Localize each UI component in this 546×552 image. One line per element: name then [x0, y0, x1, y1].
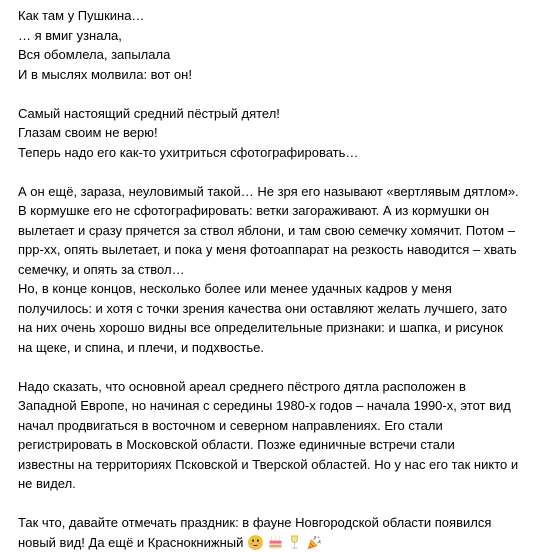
cake-icon: [268, 535, 283, 550]
text-line: на них очень хорошо видны все определительные признаки: и шапка, и рисунок: [18, 318, 542, 338]
text-line: на щеке, и спина, и плечи, и подхвостье.: [18, 338, 542, 358]
text-line: Вся обомлела, запылала: [18, 45, 542, 65]
paragraph-gap: [18, 357, 542, 377]
text-line: получилось: и хотя с точки зрения качества они оставляют желать лучшего, зато: [18, 299, 542, 319]
last-line: [18, 533, 542, 552]
text-line: Западной Европе, но начиная с середины 1980-х годов – начала 1990-х, этот вид: [18, 396, 542, 416]
champagne-glass-icon: [287, 535, 302, 550]
text-line: не видел.: [18, 474, 542, 494]
party-popper-icon: [307, 535, 322, 550]
last-line-text: новый вид! Да ещё и Краснокнижный: [18, 535, 243, 550]
text-line: Надо сказать, что основной ареал среднего пёстрого дятла расположен в: [18, 377, 542, 397]
text-line: И в мыслях молвила: вот он!: [18, 65, 542, 85]
text-line: Как там у Пушкина…: [18, 6, 542, 26]
text-line: известны на территориях Псковской и Тверской областей. Но у нас его так никто и: [18, 455, 542, 475]
text-line: семечку, и опять за ствол…: [18, 260, 542, 280]
text-line: А он ещё, зараза, неуловимый такой… Не зря его называют «вертлявым дятлом».: [18, 182, 542, 202]
text-line: прр-хх, опять вылетает, и пока у меня фотоаппарат на резкость наводится – хвать: [18, 240, 542, 260]
text-line: Так что, давайте отмечать праздник: в фауне Новгородской области появился: [18, 513, 542, 533]
text-line: вылетает и сразу прячется за ствол яблони, и там свою семечку хомячит. Потом –: [18, 221, 542, 241]
paragraph-gap: [18, 162, 542, 182]
paragraph-gap: [18, 494, 542, 514]
text-line: Но, в конце концов, несколько более или менее удачных кадров у меня: [18, 279, 542, 299]
text-line: Теперь надо его как-то ухитриться сфотографировать…: [18, 143, 542, 163]
text-line: регистрировать в Московской области. Позже единичные встречи стали: [18, 435, 542, 455]
text-line: В кормушке его не сфотографировать: ветки загораживают. А из кормушки он: [18, 201, 542, 221]
grinning-face-icon: [248, 535, 263, 550]
paragraph-gap: [18, 84, 542, 104]
text-line: Глазам своим не верю!: [18, 123, 542, 143]
text-line: … я вмиг узнала,: [18, 26, 542, 46]
text-line: начал продвигаться в восточном и северном направлениях. Его стали: [18, 416, 542, 436]
text-line: Самый настоящий средний пёстрый дятел!: [18, 104, 542, 124]
post-text: [18, 6, 542, 552]
